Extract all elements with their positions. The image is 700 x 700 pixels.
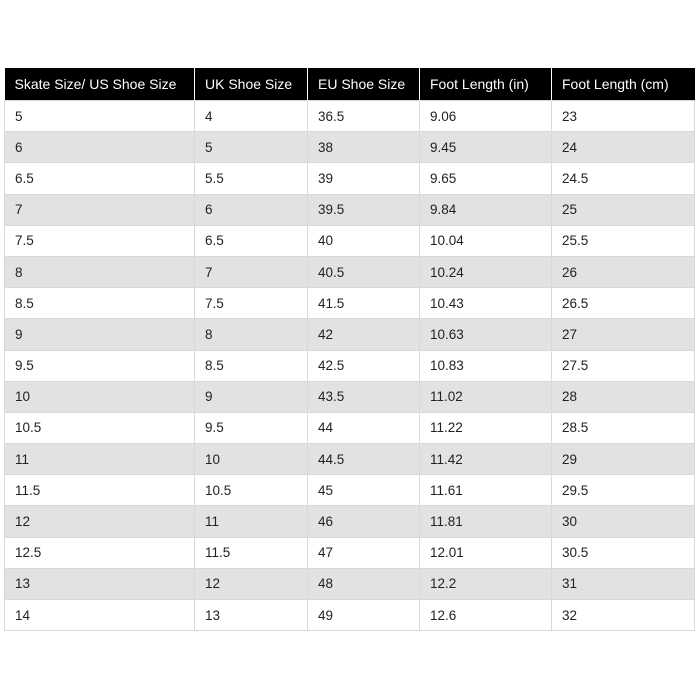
us-size-cell: 11.5 bbox=[5, 475, 195, 506]
foot-length-cm-cell: 28 bbox=[552, 381, 695, 412]
us-size-cell: 7.5 bbox=[5, 225, 195, 256]
foot-length-cm-cell: 25.5 bbox=[552, 225, 695, 256]
foot-length-in-cell: 12.6 bbox=[420, 600, 552, 631]
column-header-eu-size: EU Shoe Size bbox=[308, 68, 420, 101]
column-header-foot-length-in: Foot Length (in) bbox=[420, 68, 552, 101]
foot-length-in-cell: 9.84 bbox=[420, 194, 552, 225]
uk-size-cell: 6 bbox=[195, 194, 308, 225]
table-row bbox=[5, 412, 695, 443]
foot-length-cm-cell: 25 bbox=[552, 194, 695, 225]
eu-size-cell: 49 bbox=[308, 600, 420, 631]
column-header-us-size: Skate Size/ US Shoe Size bbox=[5, 68, 195, 101]
us-size-cell: 9.5 bbox=[5, 350, 195, 381]
eu-size-cell: 48 bbox=[308, 568, 420, 599]
foot-length-cm-cell: 24 bbox=[552, 132, 695, 163]
eu-size-cell: 45 bbox=[308, 475, 420, 506]
foot-length-cm-cell: 26 bbox=[552, 256, 695, 287]
us-size-cell: 10.5 bbox=[5, 412, 195, 443]
us-size-cell: 9 bbox=[5, 319, 195, 350]
uk-size-cell: 5.5 bbox=[195, 163, 308, 194]
uk-size-cell: 11.5 bbox=[195, 537, 308, 568]
foot-length-in-cell: 9.06 bbox=[420, 101, 552, 132]
table-row bbox=[5, 444, 695, 475]
eu-size-cell: 36.5 bbox=[308, 101, 420, 132]
foot-length-cm-cell: 27.5 bbox=[552, 350, 695, 381]
foot-length-in-cell: 10.24 bbox=[420, 256, 552, 287]
eu-size-cell: 47 bbox=[308, 537, 420, 568]
eu-size-cell: 40.5 bbox=[308, 256, 420, 287]
foot-length-in-cell: 11.42 bbox=[420, 444, 552, 475]
foot-length-cm-cell: 24.5 bbox=[552, 163, 695, 194]
foot-length-cm-cell: 27 bbox=[552, 319, 695, 350]
us-size-cell: 10 bbox=[5, 381, 195, 412]
us-size-cell: 5 bbox=[5, 101, 195, 132]
table-row bbox=[5, 568, 695, 599]
column-header-foot-length-cm: Foot Length (cm) bbox=[552, 68, 695, 101]
uk-size-cell: 10.5 bbox=[195, 475, 308, 506]
foot-length-cm-cell: 29 bbox=[552, 444, 695, 475]
uk-size-cell: 8.5 bbox=[195, 350, 308, 381]
uk-size-cell: 11 bbox=[195, 506, 308, 537]
table-row bbox=[5, 600, 695, 631]
uk-size-cell: 7 bbox=[195, 256, 308, 287]
eu-size-cell: 42 bbox=[308, 319, 420, 350]
table-body bbox=[5, 101, 695, 631]
us-size-cell: 8.5 bbox=[5, 288, 195, 319]
uk-size-cell: 5 bbox=[195, 132, 308, 163]
eu-size-cell: 42.5 bbox=[308, 350, 420, 381]
foot-length-in-cell: 10.83 bbox=[420, 350, 552, 381]
table-row bbox=[5, 319, 695, 350]
table-row bbox=[5, 288, 695, 319]
table-row bbox=[5, 537, 695, 568]
table-row bbox=[5, 225, 695, 256]
foot-length-in-cell: 10.63 bbox=[420, 319, 552, 350]
foot-length-in-cell: 9.65 bbox=[420, 163, 552, 194]
foot-length-cm-cell: 28.5 bbox=[552, 412, 695, 443]
table-row bbox=[5, 132, 695, 163]
foot-length-cm-cell: 30.5 bbox=[552, 537, 695, 568]
table-row bbox=[5, 194, 695, 225]
foot-length-cm-cell: 23 bbox=[552, 101, 695, 132]
uk-size-cell: 4 bbox=[195, 101, 308, 132]
foot-length-cm-cell: 30 bbox=[552, 506, 695, 537]
header-row bbox=[5, 68, 695, 101]
uk-size-cell: 9.5 bbox=[195, 412, 308, 443]
foot-length-in-cell: 10.43 bbox=[420, 288, 552, 319]
eu-size-cell: 43.5 bbox=[308, 381, 420, 412]
foot-length-in-cell: 11.02 bbox=[420, 381, 552, 412]
eu-size-cell: 39 bbox=[308, 163, 420, 194]
column-header-uk-size: UK Shoe Size bbox=[195, 68, 308, 101]
table-row bbox=[5, 256, 695, 287]
foot-length-cm-cell: 32 bbox=[552, 600, 695, 631]
table-row bbox=[5, 350, 695, 381]
us-size-cell: 11 bbox=[5, 444, 195, 475]
us-size-cell: 8 bbox=[5, 256, 195, 287]
uk-size-cell: 9 bbox=[195, 381, 308, 412]
eu-size-cell: 44 bbox=[308, 412, 420, 443]
foot-length-in-cell: 11.81 bbox=[420, 506, 552, 537]
table-row bbox=[5, 101, 695, 132]
table-row bbox=[5, 381, 695, 412]
us-size-cell: 12.5 bbox=[5, 537, 195, 568]
table-row bbox=[5, 475, 695, 506]
size-chart-table bbox=[4, 68, 695, 631]
uk-size-cell: 10 bbox=[195, 444, 308, 475]
us-size-cell: 13 bbox=[5, 568, 195, 599]
foot-length-in-cell: 10.04 bbox=[420, 225, 552, 256]
eu-size-cell: 38 bbox=[308, 132, 420, 163]
eu-size-cell: 46 bbox=[308, 506, 420, 537]
foot-length-in-cell: 12.2 bbox=[420, 568, 552, 599]
us-size-cell: 6.5 bbox=[5, 163, 195, 194]
foot-length-cm-cell: 26.5 bbox=[552, 288, 695, 319]
eu-size-cell: 40 bbox=[308, 225, 420, 256]
foot-length-in-cell: 11.22 bbox=[420, 412, 552, 443]
foot-length-in-cell: 9.45 bbox=[420, 132, 552, 163]
uk-size-cell: 13 bbox=[195, 600, 308, 631]
us-size-cell: 12 bbox=[5, 506, 195, 537]
eu-size-cell: 41.5 bbox=[308, 288, 420, 319]
eu-size-cell: 44.5 bbox=[308, 444, 420, 475]
table-header bbox=[5, 68, 695, 101]
foot-length-in-cell: 11.61 bbox=[420, 475, 552, 506]
uk-size-cell: 12 bbox=[195, 568, 308, 599]
foot-length-in-cell: 12.01 bbox=[420, 537, 552, 568]
eu-size-cell: 39.5 bbox=[308, 194, 420, 225]
foot-length-cm-cell: 29.5 bbox=[552, 475, 695, 506]
us-size-cell: 6 bbox=[5, 132, 195, 163]
uk-size-cell: 7.5 bbox=[195, 288, 308, 319]
uk-size-cell: 6.5 bbox=[195, 225, 308, 256]
table-row bbox=[5, 163, 695, 194]
size-chart bbox=[4, 68, 694, 631]
uk-size-cell: 8 bbox=[195, 319, 308, 350]
foot-length-cm-cell: 31 bbox=[552, 568, 695, 599]
table-row bbox=[5, 506, 695, 537]
us-size-cell: 7 bbox=[5, 194, 195, 225]
us-size-cell: 14 bbox=[5, 600, 195, 631]
